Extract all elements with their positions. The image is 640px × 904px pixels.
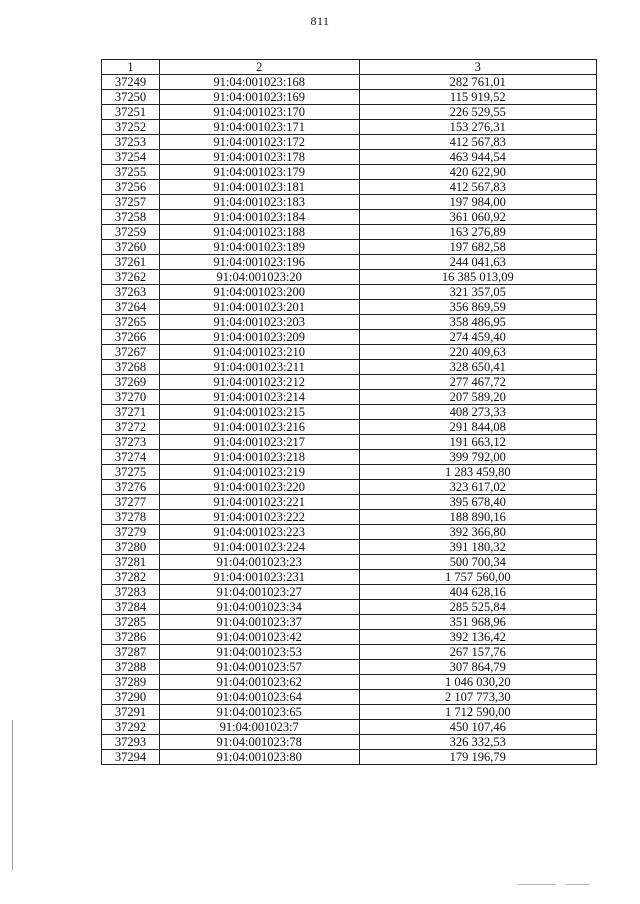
cadastral-value-cell: 326 332,53 [359,735,596,750]
cadastral-number-cell: 91:04:001023:209 [159,330,359,345]
cadastral-value-cell: 226 529,55 [359,105,596,120]
table-row [102,555,597,570]
table-row [102,405,597,420]
table-row [102,225,597,240]
table-row [102,495,597,510]
table-row [102,645,597,660]
row-number-cell: 37258 [102,210,160,225]
row-number-cell: 37279 [102,525,160,540]
cadastral-value-cell: 2 107 773,30 [359,690,596,705]
row-number-cell: 37282 [102,570,160,585]
cadastral-number-cell: 91:04:001023:171 [159,120,359,135]
cadastral-number-cell: 91:04:001023:200 [159,285,359,300]
cadastral-value-cell: 358 486,95 [359,315,596,330]
cadastral-value-cell: 450 107,46 [359,720,596,735]
row-number-cell: 37294 [102,750,160,765]
cadastral-value-cell: 115 919,52 [359,90,596,105]
cadastral-value-cell: 274 459,40 [359,330,596,345]
row-number-cell: 37277 [102,495,160,510]
row-number-cell: 37260 [102,240,160,255]
table-row [102,135,597,150]
cadastral-value-cell: 197 682,58 [359,240,596,255]
cadastral-number-cell: 91:04:001023:181 [159,180,359,195]
column-header-2: 2 [159,60,359,75]
cadastral-value-cell: 188 890,16 [359,510,596,525]
table-row [102,585,597,600]
cadastral-number-cell: 91:04:001023:37 [159,615,359,630]
table-row [102,600,597,615]
row-number-cell: 37259 [102,225,160,240]
table-row [102,240,597,255]
row-number-cell: 37284 [102,600,160,615]
cadastral-number-cell: 91:04:001023:57 [159,660,359,675]
row-number-cell: 37266 [102,330,160,345]
row-number-cell: 37253 [102,135,160,150]
cadastral-number-cell: 91:04:001023:201 [159,300,359,315]
cadastral-number-cell: 91:04:001023:223 [159,525,359,540]
table-row [102,180,597,195]
table-row [102,375,597,390]
row-number-cell: 37256 [102,180,160,195]
cadastral-number-cell: 91:04:001023:210 [159,345,359,360]
table-row [102,420,597,435]
table-row [102,75,597,90]
cadastral-number-cell: 91:04:001023:65 [159,705,359,720]
cadastral-value-cell: 328 650,41 [359,360,596,375]
table-row [102,570,597,585]
cadastral-number-cell: 91:04:001023:179 [159,165,359,180]
table-row [102,540,597,555]
row-number-cell: 37267 [102,345,160,360]
row-number-cell: 37292 [102,720,160,735]
table-row [102,750,597,765]
table-row [102,615,597,630]
row-number-cell: 37276 [102,480,160,495]
cadastral-number-cell: 91:04:001023:219 [159,465,359,480]
cadastral-value-cell: 244 041,63 [359,255,596,270]
table-row [102,675,597,690]
table-row [102,360,597,375]
cadastral-number-cell: 91:04:001023:169 [159,90,359,105]
table-row [102,480,597,495]
row-number-cell: 37280 [102,540,160,555]
cadastral-value-cell: 323 617,02 [359,480,596,495]
scan-artifact [518,884,556,885]
cadastral-number-cell: 91:04:001023:23 [159,555,359,570]
cadastral-number-cell: 91:04:001023:178 [159,150,359,165]
table-row [102,660,597,675]
table-row [102,315,597,330]
row-number-cell: 37288 [102,660,160,675]
row-number-cell: 37273 [102,435,160,450]
row-number-cell: 37291 [102,705,160,720]
cadastral-value-cell: 404 628,16 [359,585,596,600]
table-row [102,510,597,525]
table-row [102,435,597,450]
cadastral-number-cell: 91:04:001023:172 [159,135,359,150]
row-number-cell: 37278 [102,510,160,525]
cadastral-number-cell: 91:04:001023:217 [159,435,359,450]
row-number-cell: 37290 [102,690,160,705]
cadastral-value-cell: 321 357,05 [359,285,596,300]
row-number-cell: 37286 [102,630,160,645]
table-row [102,120,597,135]
cadastral-value-table [101,59,597,765]
cadastral-value-cell: 395 678,40 [359,495,596,510]
table-row [102,720,597,735]
cadastral-value-cell: 361 060,92 [359,210,596,225]
cadastral-value-cell: 1 712 590,00 [359,705,596,720]
row-number-cell: 37274 [102,450,160,465]
table-row [102,735,597,750]
cadastral-number-cell: 91:04:001023:196 [159,255,359,270]
table-row [102,195,597,210]
row-number-cell: 37250 [102,90,160,105]
cadastral-number-cell: 91:04:001023:203 [159,315,359,330]
cadastral-number-cell: 91:04:001023:64 [159,690,359,705]
table-row [102,300,597,315]
table-row [102,345,597,360]
row-number-cell: 37283 [102,585,160,600]
cadastral-number-cell: 91:04:001023:7 [159,720,359,735]
cadastral-value-cell: 356 869,59 [359,300,596,315]
cadastral-number-cell: 91:04:001023:188 [159,225,359,240]
table-body [102,75,597,765]
cadastral-number-cell: 91:04:001023:170 [159,105,359,120]
row-number-cell: 37281 [102,555,160,570]
row-number-cell: 37268 [102,360,160,375]
row-number-cell: 37289 [102,675,160,690]
table-row [102,330,597,345]
cadastral-value-cell: 191 663,12 [359,435,596,450]
cadastral-number-cell: 91:04:001023:231 [159,570,359,585]
cadastral-number-cell: 91:04:001023:20 [159,270,359,285]
cadastral-value-cell: 420 622,90 [359,165,596,180]
table-row [102,90,597,105]
scan-margin-line [12,720,13,870]
row-number-cell: 37269 [102,375,160,390]
cadastral-number-cell: 91:04:001023:42 [159,630,359,645]
cadastral-number-cell: 91:04:001023:216 [159,420,359,435]
row-number-cell: 37264 [102,300,160,315]
cadastral-number-cell: 91:04:001023:183 [159,195,359,210]
cadastral-value-cell: 197 984,00 [359,195,596,210]
cadastral-value-cell: 391 180,32 [359,540,596,555]
cadastral-number-cell: 91:04:001023:220 [159,480,359,495]
cadastral-number-cell: 91:04:001023:53 [159,645,359,660]
cadastral-value-cell: 408 273,33 [359,405,596,420]
table-row [102,690,597,705]
cadastral-value-cell: 163 276,89 [359,225,596,240]
cadastral-value-cell: 392 136,42 [359,630,596,645]
table-row [102,270,597,285]
cadastral-value-cell: 351 968,96 [359,615,596,630]
row-number-cell: 37251 [102,105,160,120]
cadastral-number-cell: 91:04:001023:168 [159,75,359,90]
row-number-cell: 37270 [102,390,160,405]
cadastral-number-cell: 91:04:001023:78 [159,735,359,750]
cadastral-value-cell: 463 944,54 [359,150,596,165]
cadastral-value-cell: 392 366,80 [359,525,596,540]
page-number: 811 [310,14,330,28]
column-header-3: 3 [359,60,596,75]
cadastral-number-cell: 91:04:001023:62 [159,675,359,690]
row-number-cell: 37271 [102,405,160,420]
cadastral-number-cell: 91:04:001023:27 [159,585,359,600]
cadastral-value-cell: 267 157,76 [359,645,596,660]
cadastral-number-cell: 91:04:001023:215 [159,405,359,420]
row-number-cell: 37249 [102,75,160,90]
cadastral-number-cell: 91:04:001023:214 [159,390,359,405]
cadastral-value-cell: 1 046 030,20 [359,675,596,690]
cadastral-value-cell: 285 525,84 [359,600,596,615]
row-number-cell: 37263 [102,285,160,300]
cadastral-number-cell: 91:04:001023:189 [159,240,359,255]
row-number-cell: 37261 [102,255,160,270]
row-number-cell: 37272 [102,420,160,435]
cadastral-number-cell: 91:04:001023:211 [159,360,359,375]
cadastral-value-cell: 399 792,00 [359,450,596,465]
row-number-cell: 37254 [102,150,160,165]
table-row [102,630,597,645]
row-number-cell: 37252 [102,120,160,135]
cadastral-value-cell: 307 864,79 [359,660,596,675]
table-row [102,165,597,180]
row-number-cell: 37287 [102,645,160,660]
cadastral-number-cell: 91:04:001023:184 [159,210,359,225]
cadastral-value-cell: 207 589,20 [359,390,596,405]
table-row [102,210,597,225]
row-number-cell: 37275 [102,465,160,480]
row-number-cell: 37255 [102,165,160,180]
cadastral-number-cell: 91:04:001023:80 [159,750,359,765]
table-header-row [102,60,597,75]
row-number-cell: 37262 [102,270,160,285]
table-row [102,525,597,540]
row-number-cell: 37257 [102,195,160,210]
table-row [102,285,597,300]
cadastral-number-cell: 91:04:001023:221 [159,495,359,510]
row-number-cell: 37265 [102,315,160,330]
table-row [102,255,597,270]
scan-artifact [566,884,590,885]
table-row [102,465,597,480]
cadastral-value-cell: 412 567,83 [359,135,596,150]
cadastral-value-cell: 500 700,34 [359,555,596,570]
cadastral-value-cell: 179 196,79 [359,750,596,765]
table-row [102,705,597,720]
cadastral-number-cell: 91:04:001023:222 [159,510,359,525]
cadastral-number-cell: 91:04:001023:218 [159,450,359,465]
cadastral-value-cell: 412 567,83 [359,180,596,195]
cadastral-value-cell: 291 844,08 [359,420,596,435]
cadastral-value-cell: 282 761,01 [359,75,596,90]
cadastral-value-cell: 1 757 560,00 [359,570,596,585]
table-row [102,390,597,405]
table-row [102,450,597,465]
table-row [102,105,597,120]
column-header-1: 1 [102,60,160,75]
row-number-cell: 37293 [102,735,160,750]
cadastral-number-cell: 91:04:001023:34 [159,600,359,615]
cadastral-number-cell: 91:04:001023:212 [159,375,359,390]
cadastral-value-cell: 1 283 459,80 [359,465,596,480]
table-row [102,150,597,165]
cadastral-value-cell: 277 467,72 [359,375,596,390]
cadastral-number-cell: 91:04:001023:224 [159,540,359,555]
row-number-cell: 37285 [102,615,160,630]
cadastral-value-cell: 16 385 013,09 [359,270,596,285]
cadastral-value-cell: 153 276,31 [359,120,596,135]
cadastral-value-cell: 220 409,63 [359,345,596,360]
